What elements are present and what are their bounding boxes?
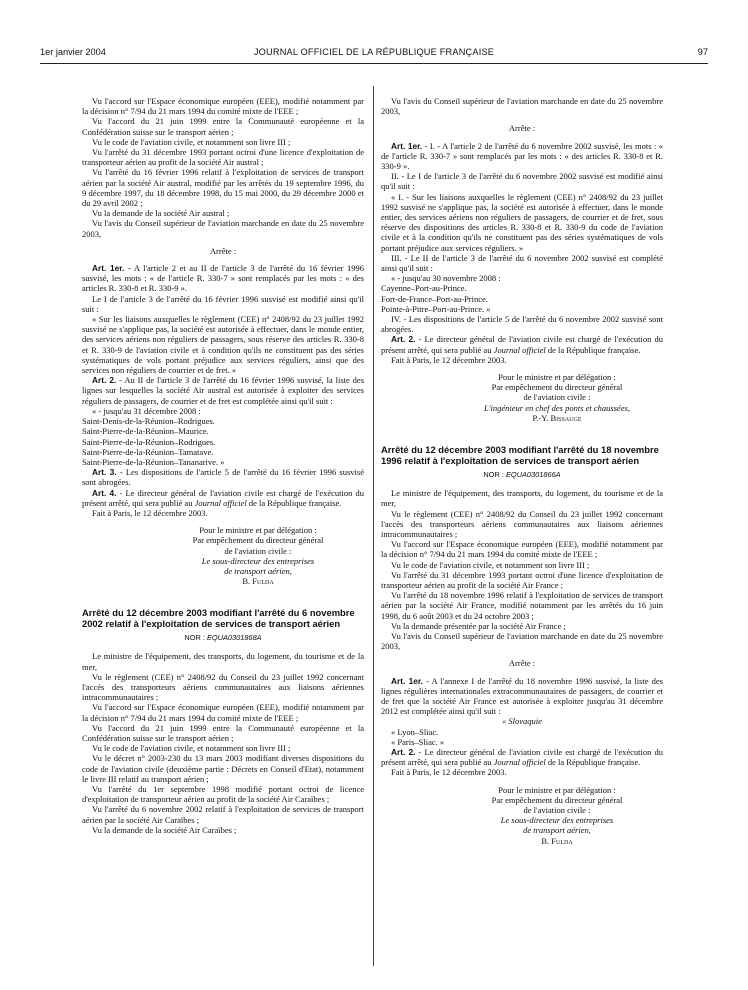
visa: Vu la demande de la société Air Caraïbes ; [92, 824, 237, 835]
country-heading [381, 716, 663, 726]
list-item: Saint-Pierre-de-la-Réunion–Tamatave. [82, 446, 214, 457]
route: « Paris–Sliac. » [391, 736, 445, 747]
nor-reference [82, 633, 364, 643]
signature-role [82, 556, 364, 566]
signature-role [381, 825, 663, 835]
paragraph: « I. - Sur les liaisons auxquelles le règlement (CEE) n° 2408/92 du 23 juillet 1992 susvisé ne s'applique pas, la société est autorisée à effectuer, dans le monde entier, des services aériens non réguliers de passagers, de courrier et de fret, sous réserve des dispositions des articles R. 330-8 et R. 330-9 du code de l'aviation civile et à la condition qu'ils ne constituent pas des séries systématiques de vols portant préjudice aux services réguliers. » [381, 191, 663, 253]
role-text: L'ingénieur en chef des ponts et chaussées, [483, 402, 631, 413]
signature-line: de l'aviation civile : [224, 545, 292, 556]
article-text: - Les dispositions de l'article 5 de l'arrêté du 16 février 1996 susvisé sont abrogées. [82, 467, 364, 488]
country-name: « Slovaquie [502, 716, 542, 727]
signature-line: Par empêchement du directeur général [192, 535, 324, 546]
signature-line: Par empêchement du directeur général [491, 794, 623, 805]
paragraph: II. - Le I de l'article 3 de l'arrêté du 6 novembre 2002 susvisé est modifié ainsi qu'il suit : [381, 171, 663, 192]
signature-line: Par empêchement du directeur général [491, 382, 623, 393]
article-label: Art. 3. [92, 467, 117, 478]
article-2 [82, 375, 364, 406]
journal-ref: Journal officiel [493, 757, 546, 768]
visa: Vu le code de l'aviation civile, et notamment son livre III ; [391, 559, 590, 570]
visa: Vu l'arrêté du 16 février 1996 relatif à l'exploitation de services de transport aérien par la société Air austral, modifié par les arrêtés du 19 septembre 1996, du 9 décembre 1997, du 18 décembre 1998, du 15 mai 2000, du 29 décembre 2000 et du 29 avril 2002 ; [82, 167, 364, 209]
visa: Vu l'arrêté du 31 décembre 1993 portant octroi d'une licence d'exploitation de transporteur aérien au profit de la société Air austral ; [82, 147, 364, 168]
visa: Vu le règlement (CEE) n° 2408/92 du Conseil du 23 juillet 1992 concernant l'accès des transporteurs aériens communautaires aux liaisons aériennes intracommunautaires ; [82, 671, 364, 703]
paragraph: Le I de l'article 3 de l'arrêté du 16 février 1996 susvisé est modifié ainsi qu'il suit : [82, 293, 364, 314]
journal-ref: Journal officiel [194, 497, 247, 508]
article-text: - A l'annexe I de l'arrêté du 18 novembre 1996 susvisé, la liste des lignes régulières internationales extracommunautaires de passagers, de courrier et de fret que la société Air France est autorisée à exploiter jusqu'au 31 décembre 2012 est complétée ainsi qu'il suit : [381, 675, 663, 717]
header-rule [40, 63, 708, 64]
article-2 [381, 747, 663, 767]
nor-code: EQUA0301866A [505, 469, 561, 479]
list-item: Fort-de-France–Port-au-Prince. [381, 293, 488, 304]
article-1 [381, 676, 663, 717]
paragraph: IV. - Les dispositions de l'article 5 de l'arrêté du 6 novembre 2002 susvisé sont abrogées. [381, 314, 663, 335]
arrete-heading: Arrête : [508, 123, 536, 134]
signature-name: B. Fulda [541, 835, 573, 846]
nor-label: NOR : [184, 633, 207, 643]
visa: Vu l'arrêté du 31 décembre 1993 portant octroi d'une licence d'exploitation de transporteur aérien au profit de la société Air France ; [381, 569, 663, 590]
article-text: - Le directeur général de l'aviation civile est chargé de l'exécution du présent arrêté, qui sera publié au [381, 746, 663, 768]
article-text: de la République française. [545, 757, 641, 768]
article-text: - Le directeur général de l'aviation civile est chargé de l'exécution du présent arrêté, qui sera publié au [82, 487, 364, 508]
article-label: Art. 1er. [92, 263, 125, 274]
visa: Vu l'avis du Conseil supérieur de l'aviation marchande en date du 25 novembre 2003, [381, 630, 663, 652]
visa: Vu le décret n° 2003-230 du 13 mars 2003 modifiant diverses dispositions du code de l'aviation civile (deuxième partie : Décrets en Conseil d'Etat), notamment le livre III relatif au transport aérien ; [82, 753, 364, 784]
fait: Fait à Paris, le 12 décembre 2003. [92, 507, 208, 518]
article-1 [82, 263, 364, 294]
list-item: « - jusqu'au 30 novembre 2008 : [391, 273, 501, 284]
journal-ref: Journal officiel [493, 344, 546, 355]
page-header [40, 47, 708, 63]
article-label: Art. 2. [92, 375, 117, 386]
visa: Vu l'accord sur l'Espace économique européen (EEE), modifié notamment par la décision n° 7/94 du 21 mars 1994 du comité mixte de l'EEE ; [82, 702, 364, 723]
list-item: Saint-Denis-de-la-Réunion–Rodrigues. [82, 416, 215, 427]
fait: Fait à Paris, le 12 décembre 2003. [391, 354, 507, 365]
visa: Vu le règlement (CEE) n° 2408/92 du Conseil du 23 juillet 1992 concernant l'accès des transporteurs aériens communautaires aux liaisons aériennes intracommunautaires ; [381, 508, 663, 539]
article-label: Art. 2. [391, 334, 416, 345]
signature-role [381, 815, 663, 825]
visa: Vu l'accord sur l'Espace économique européen (EEE), modifié notamment par la décision n° 7/94 du 21 mars 1994 du comité mixte de l'EEE ; [82, 96, 364, 117]
article-text: - A l'article 2 et au II de l'article 3 de l'arrêté du 16 février 1996 susvisé, les mots : « de l'article R. 330-7 » sont remplacés par les mots : « des articles R. 330-8 et R. 330-9 ». [82, 263, 364, 294]
visa: Vu l'avis du Conseil supérieur de l'aviation marchande en date du 25 novembre 2003, [82, 218, 364, 239]
signature-name: B. Fulda [242, 576, 274, 587]
visa: Le ministre de l'équipement, des transports, du logement, du tourisme et de la mer, [82, 651, 364, 672]
list-item: Pointe-à-Pitre–Port-au-Prince. » [381, 303, 491, 314]
nor-label: NOR : [483, 469, 506, 479]
visa: Vu l'arrêté du 18 novembre 1996 relatif à l'exploitation de services de transport aérien par la société Air France, modifié notamment par les arrêtés du 16 juin 1998, du 6 août 2003 et du 24 octobre 2003 ; [381, 590, 663, 621]
arrete-heading: Arrête : [508, 658, 536, 669]
visa: Le ministre de l'équipement, des transports, du logement, du tourisme et de la mer, [381, 488, 663, 509]
role-text: Le sous-directeur des entreprises [201, 555, 315, 566]
article-label: Art. 4. [92, 487, 117, 498]
list-item: Saint-Pierre-de-la-Réunion–Rodrigues. [82, 436, 216, 447]
visa: Vu l'arrêté du 6 novembre 2002 relatif à l'exploitation de services de transport aérien par la société Air Caraïbes ; [82, 804, 364, 825]
arrete-heading: Arrête : [209, 245, 237, 256]
article-text: - I. - A l'article 2 de l'arrêté du 6 novembre 2002 susvisé, les mots : « de l'article R. 330-7 » sont remplacés par les mots : « des articles R. 330-8 et R. 330-9 ». [381, 140, 663, 172]
signature-role [381, 403, 663, 413]
signature-line: de l'aviation civile : [523, 392, 591, 403]
visa: Vu la demande de la société Air austral ; [92, 208, 230, 219]
article-text: de la République française. [545, 344, 641, 355]
decree-title: Arrêté du 12 décembre 2003 modifiant l'arrêté du 6 novembre 2002 relatif à l'exploitation de services de transport aérien [82, 607, 355, 629]
role-text: Le sous-directeur des entreprises [500, 815, 614, 826]
visa: Vu l'accord du 21 juin 1999 entre la Communauté européenne et la Confédération suisse sur le transport aérien ; [82, 722, 364, 743]
signature-role [82, 566, 364, 576]
visa: Vu la demande présentée par la société Air France ; [391, 620, 566, 631]
role-text: de transport aérien, [224, 565, 292, 576]
visa: Vu le code de l'aviation civile, et notamment son livre III ; [92, 136, 291, 147]
paragraph: « Sur les liaisons auxquelles le règlement (CEE) n° 2408/92 du 23 juillet 1992 susvisé ne s'applique pas, la société est autorisée à effectuer, dans le monde entier, des services aériens non réguliers de passagers, sous réserve des articles R. 330-8 et R. 330-9 de l'aviation civile et à condition qu'ils ne constituent pas des séries systématiques de vols portant préjudice aux services réguliers, ainsi que des services non réguliers de courrier et de fret. » [82, 314, 364, 376]
page-number: 97 [697, 47, 708, 57]
article-1 [381, 141, 663, 172]
article-3 [82, 467, 364, 487]
article-text: - Au II de l'article 3 de l'arrêté du 16 février 1996 susvisé, la liste des lignes sur lesquelles la société Air austral est autorisée à exploiter des services réguliers de passagers, de courrier et de fret est complétée ainsi qu'il suit : [82, 375, 364, 406]
article-label: Art. 1er. [391, 140, 423, 151]
signature-line: Pour le ministre et par délégation : [199, 525, 317, 536]
article-4 [82, 488, 364, 508]
journal-title: JOURNAL OFFICIEL DE LA RÉPUBLIQUE FRANÇAISE [253, 47, 495, 57]
list-item: Saint-Pierre-de-la-Réunion–Maurice. [82, 426, 209, 437]
issue-date: 1er janvier 2004 [40, 47, 106, 57]
list-item: Saint-Pierre-de-la-Réunion–Tananarive. » [82, 456, 225, 467]
column-divider [373, 86, 374, 966]
nor-reference [381, 470, 663, 480]
visa: Vu l'accord sur l'Espace économique européen (EEE), modifié notamment par la décision n° 7/94 du 21 mars 1994 du comité mixte de l'EEE ; [381, 539, 663, 560]
signature-line: de l'aviation civile : [523, 805, 591, 815]
fait: Fait à Paris, le 12 décembre 2003. [391, 767, 507, 778]
article-label: Art. 1er. [391, 675, 423, 686]
decree-title: Arrêté du 12 décembre 2003 modifiant l'arrêté du 18 novembre 1996 relatif à l'exploitation de services de transport aérien [381, 444, 659, 466]
visa: Vu l'avis du Conseil supérieur de l'aviation marchande en date du 25 novembre 2003, [381, 96, 663, 117]
signature-name: P.-Y. Bissauge [532, 412, 582, 423]
role-text: de transport aérien, [523, 825, 591, 836]
article-text: - Le directeur général de l'aviation civile est chargé de l'exécution du présent arrêté, qui sera publié au [381, 334, 663, 355]
right-column [381, 96, 663, 846]
article-2 [381, 334, 663, 354]
visa: Vu le code de l'aviation civile, et notamment son livre III ; [92, 743, 291, 754]
nor-code: EQUA0301868A [206, 633, 262, 643]
signature-line: Pour le ministre et par délégation : [498, 372, 616, 383]
article-label: Art. 2. [391, 746, 416, 757]
left-column [82, 96, 364, 835]
signature-line: Pour le ministre et par délégation : [498, 784, 616, 795]
article-text: de la République française. [246, 497, 342, 508]
visa: Vu l'arrêté du 1er septembre 1998 modifié portant octroi de licence d'exploitation de transporteur aérien au profit de la société Air Caraïbes ; [82, 784, 364, 805]
visa: Vu l'accord du 21 juin 1999 entre la Communauté européenne et la Confédération suisse sur le transport aérien ; [82, 116, 364, 137]
list-item: Cayenne–Port-au-Prince. [381, 283, 467, 294]
paragraph: III. - Le II de l'article 3 de l'arrêté du 6 novembre 2002 susvisé est complété ainsi qu'il suit : [381, 252, 663, 274]
route: « Lyon–Sliac. [391, 726, 439, 737]
list-item: « - jusqu'au 31 décembre 2008 : [92, 405, 201, 416]
